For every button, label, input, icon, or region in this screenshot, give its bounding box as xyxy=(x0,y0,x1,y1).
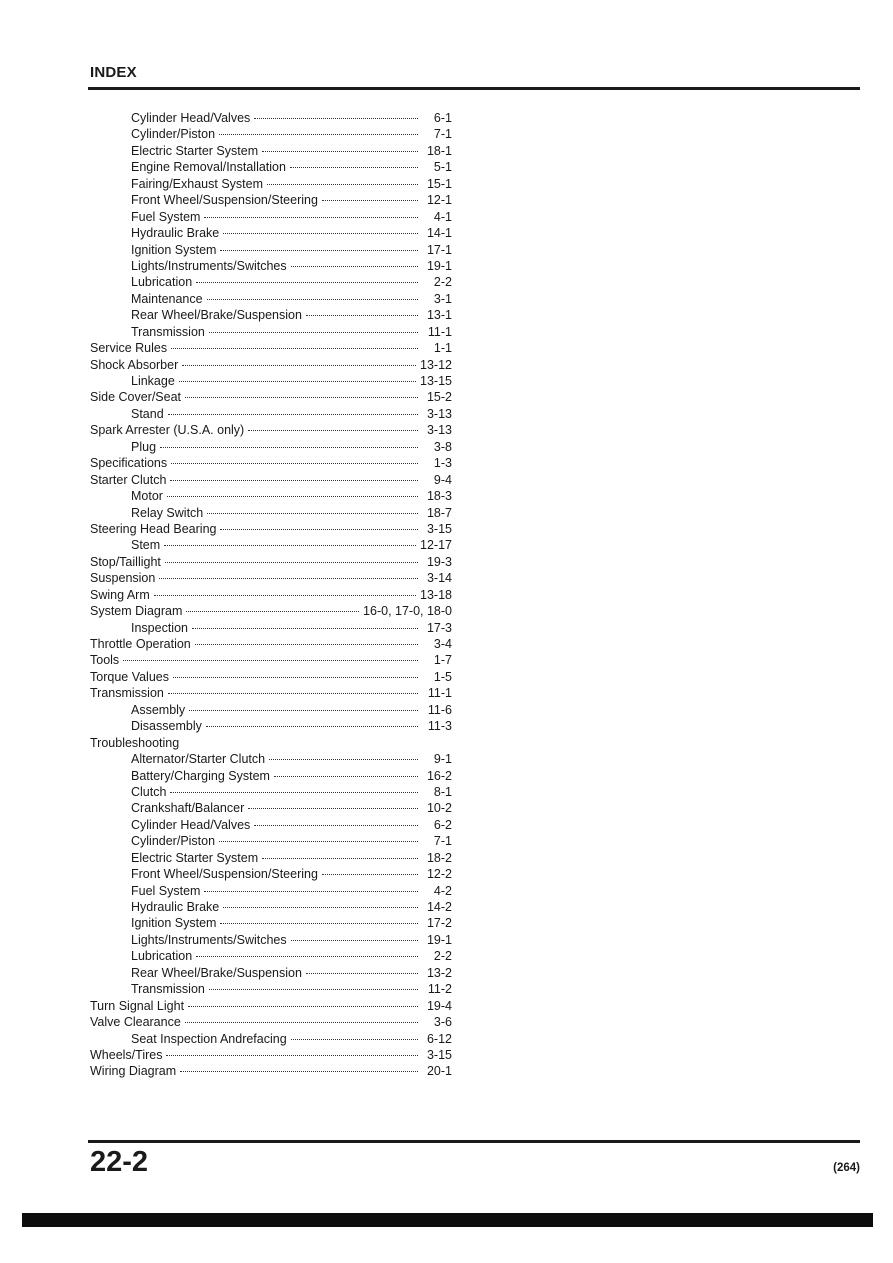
entry-page: 14-2 xyxy=(426,900,452,914)
entry-page: 3-4 xyxy=(433,637,452,651)
entry-label: Transmission xyxy=(131,324,205,339)
entry-page: 17-2 xyxy=(426,916,452,931)
entry-page: 12-17 xyxy=(420,538,452,553)
dot-leader xyxy=(204,217,418,218)
entry-page: 18-2 xyxy=(426,850,452,865)
entry-page: 4-1 xyxy=(433,209,452,224)
dot-leader xyxy=(167,496,418,497)
index-entry xyxy=(90,340,452,356)
entry-page: 10-2 xyxy=(426,801,452,816)
index-entry xyxy=(90,981,452,997)
entry-page: 8-1 xyxy=(433,784,452,799)
entry-page: 2-2 xyxy=(433,949,452,964)
entry-label: Tools xyxy=(90,653,120,668)
index-entry xyxy=(90,751,452,767)
entry-label: System Diagram xyxy=(90,604,183,619)
index-entry xyxy=(90,242,452,258)
index-entry xyxy=(90,915,452,931)
entry-label: Electric Starter System xyxy=(131,850,259,865)
entry-label: Linkage xyxy=(131,374,175,388)
dot-leader xyxy=(207,513,418,514)
index-entry xyxy=(90,225,452,241)
entry-page: 18-1 xyxy=(426,143,452,158)
dot-leader xyxy=(182,365,416,366)
entry-page: 13-12 xyxy=(420,357,452,372)
entry-page: 16-0, 17-0, 18-0 xyxy=(363,604,452,619)
entry-label: Crankshaft/Balancer xyxy=(131,801,245,816)
entry-page: 6-12 xyxy=(426,1031,452,1046)
dot-leader xyxy=(306,315,418,316)
index-entry xyxy=(90,685,452,701)
index-entry xyxy=(90,258,452,274)
index-entry xyxy=(90,488,452,504)
entry-label: Engine Removal/Installation xyxy=(131,160,286,175)
index-entry xyxy=(90,554,452,570)
dot-leader xyxy=(254,825,418,826)
dot-leader xyxy=(291,1039,418,1040)
index-entry xyxy=(90,1031,452,1047)
dot-leader xyxy=(306,973,418,974)
entry-label: Lights/Instruments/Switches xyxy=(131,932,287,947)
dot-leader xyxy=(267,184,418,185)
dot-leader xyxy=(154,595,416,596)
entry-page: 3-1 xyxy=(433,291,452,306)
dot-leader xyxy=(168,414,418,415)
index-entry xyxy=(90,159,452,175)
entry-page: 18-7 xyxy=(426,505,452,520)
entry-label: Battery/Charging System xyxy=(131,768,270,783)
entry-page: 3-15 xyxy=(426,1047,452,1062)
dot-leader xyxy=(180,1071,418,1072)
index-entry xyxy=(90,439,452,455)
index-entry xyxy=(90,652,452,668)
entry-label: Transmission xyxy=(131,982,205,997)
entry-label: Front Wheel/Suspension/Steering xyxy=(131,193,318,208)
entry-page: 3-8 xyxy=(433,439,452,454)
entry-page: 7-1 xyxy=(433,127,452,142)
entry-label: Cylinder/Piston xyxy=(131,127,216,142)
entry-label: Plug xyxy=(131,439,157,454)
entry-page: 9-1 xyxy=(433,752,452,767)
index-entry xyxy=(90,883,452,899)
index-entry xyxy=(90,768,452,784)
index-entry xyxy=(90,735,452,751)
entry-page: 5-1 xyxy=(433,160,452,175)
index-entry xyxy=(90,274,452,290)
dot-leader xyxy=(165,562,418,563)
entry-label: Steering Head Bearing xyxy=(90,521,217,536)
dot-leader xyxy=(219,841,418,842)
entry-label: Cylinder/Piston xyxy=(131,834,216,849)
entry-page: 12-1 xyxy=(426,193,452,208)
entry-page: 20-1 xyxy=(426,1064,452,1079)
entry-label: Ignition System xyxy=(131,916,217,931)
index-entry xyxy=(90,965,452,981)
entry-page: 1-3 xyxy=(433,456,452,471)
entry-label: Rear Wheel/Brake/Suspension xyxy=(131,965,302,980)
dot-leader xyxy=(209,332,418,333)
index-entry xyxy=(90,472,452,488)
index-entry xyxy=(90,455,452,471)
index-entry xyxy=(90,1014,452,1030)
entry-label: Inspection xyxy=(131,620,188,635)
entry-label: Side Cover/Seat xyxy=(90,390,182,405)
dot-leader xyxy=(254,118,418,119)
entry-label: Seat Inspection Andrefacing xyxy=(131,1031,287,1046)
dot-leader xyxy=(173,677,418,678)
entry-page: 15-2 xyxy=(426,390,452,405)
entry-label: Hydraulic Brake xyxy=(131,900,220,914)
index-entry xyxy=(90,324,452,340)
dot-leader xyxy=(179,381,416,382)
index-entry xyxy=(90,1047,452,1063)
entry-page: 17-3 xyxy=(426,620,452,635)
entry-label: Assembly xyxy=(131,702,186,717)
entry-label: Lubrication xyxy=(131,949,193,964)
index-entry xyxy=(90,800,452,816)
entry-label: Maintenance xyxy=(131,291,203,306)
entry-label: Disassembly xyxy=(131,719,202,734)
index-entry xyxy=(90,620,452,636)
index-entry xyxy=(90,833,452,849)
entry-page: 1-1 xyxy=(433,341,452,356)
dot-leader xyxy=(195,644,418,645)
index-entry xyxy=(90,192,452,208)
index-entry xyxy=(90,357,452,373)
dot-leader xyxy=(322,200,418,201)
dot-leader xyxy=(223,233,418,234)
entry-page: 11-6 xyxy=(427,702,452,717)
entry-label: Starter Clutch xyxy=(90,472,167,487)
index-entry xyxy=(90,718,452,734)
index-entry xyxy=(90,899,452,915)
dot-leader xyxy=(220,250,418,251)
dot-leader xyxy=(196,282,418,283)
entry-page: 1-7 xyxy=(433,653,452,668)
dot-leader xyxy=(262,151,418,152)
dot-leader xyxy=(164,545,416,546)
index-entry xyxy=(90,866,452,882)
header-divider xyxy=(88,87,860,90)
entry-label: Lubrication xyxy=(131,275,193,290)
dot-leader xyxy=(185,397,418,398)
dot-leader xyxy=(159,578,418,579)
entry-page: 19-1 xyxy=(426,932,452,947)
entry-label: Hydraulic Brake xyxy=(131,226,220,241)
sheet-number: (264) xyxy=(833,1162,860,1174)
entry-label: Stop/Taillight xyxy=(90,554,161,569)
index-entry xyxy=(90,209,452,225)
index-entry xyxy=(90,422,452,438)
entry-label: Fuel System xyxy=(131,209,201,224)
dot-leader xyxy=(170,480,418,481)
dot-leader xyxy=(220,923,418,924)
dot-leader xyxy=(290,167,418,168)
entry-page: 19-3 xyxy=(426,554,452,569)
index-entry xyxy=(90,373,452,389)
entry-label: Throttle Operation xyxy=(90,637,191,651)
dot-leader xyxy=(206,726,418,727)
entry-page: 19-4 xyxy=(426,998,452,1013)
dot-leader xyxy=(291,266,418,267)
entry-page: 9-4 xyxy=(433,472,452,487)
entry-label: Shock Absorber xyxy=(90,357,179,372)
dot-leader xyxy=(204,891,418,892)
index-entry xyxy=(90,126,452,142)
entry-label: Stem xyxy=(131,538,161,553)
index-entry xyxy=(90,998,452,1014)
dot-leader xyxy=(160,447,418,448)
entry-label: Wheels/Tires xyxy=(90,1047,163,1062)
entry-label: Stand xyxy=(131,406,164,421)
entry-label: Electric Starter System xyxy=(131,143,259,158)
entry-page: 11-3 xyxy=(427,719,452,734)
index-entry xyxy=(90,636,452,652)
entry-page: 1-5 xyxy=(433,669,452,684)
dot-leader xyxy=(248,808,418,809)
dot-leader xyxy=(196,956,418,957)
index-entry xyxy=(90,603,452,619)
entry-page: 11-2 xyxy=(427,982,452,997)
index-entry xyxy=(90,406,452,422)
index-entry xyxy=(90,570,452,586)
page-title: INDEX xyxy=(90,64,137,81)
index-entry xyxy=(90,587,452,603)
entry-label: Service Rules xyxy=(90,341,168,356)
dot-leader xyxy=(171,348,418,349)
dot-leader xyxy=(262,858,418,859)
dot-leader xyxy=(168,693,418,694)
footer-divider xyxy=(88,1140,860,1143)
index-entry xyxy=(90,307,452,323)
index-list xyxy=(90,110,452,1080)
entry-page: 18-3 xyxy=(426,489,452,504)
entry-page: 13-15 xyxy=(420,374,452,388)
entry-page: 15-1 xyxy=(426,176,452,191)
entry-page: 4-2 xyxy=(433,883,452,898)
entry-label: Motor xyxy=(131,489,163,504)
entry-page: 6-2 xyxy=(433,817,452,832)
dot-leader xyxy=(209,989,418,990)
index-entry xyxy=(90,702,452,718)
entry-label: Ignition System xyxy=(131,242,217,257)
entry-label: Clutch xyxy=(131,784,167,799)
dot-leader xyxy=(207,299,418,300)
dot-leader xyxy=(223,907,418,908)
entry-label: Rear Wheel/Brake/Suspension xyxy=(131,308,302,323)
entry-label: Front Wheel/Suspension/Steering xyxy=(131,867,318,882)
entry-page: 11-1 xyxy=(427,324,452,339)
entry-page: 13-1 xyxy=(426,308,452,323)
dot-leader xyxy=(269,759,418,760)
index-entry xyxy=(90,537,452,553)
index-entry xyxy=(90,143,452,159)
dot-leader xyxy=(166,1055,418,1056)
entry-page: 7-1 xyxy=(433,834,452,849)
entry-label: Lights/Instruments/Switches xyxy=(131,258,287,273)
index-entry xyxy=(90,948,452,964)
entry-label: Specifications xyxy=(90,456,168,471)
entry-label: Swing Arm xyxy=(90,587,150,602)
dot-leader xyxy=(220,529,418,530)
dot-leader xyxy=(192,628,418,629)
entry-page: 3-6 xyxy=(433,1015,452,1030)
entry-page: 3-14 xyxy=(426,571,452,586)
dot-leader xyxy=(219,134,418,135)
entry-label: Spark Arrester (U.S.A. only) xyxy=(90,423,245,438)
entry-page: 19-1 xyxy=(426,258,452,273)
index-entry xyxy=(90,669,452,685)
entry-label: Cylinder Head/Valves xyxy=(131,111,251,125)
entry-label: Fairing/Exhaust System xyxy=(131,176,263,191)
entry-label: Cylinder Head/Valves xyxy=(131,817,251,832)
dot-leader xyxy=(291,940,418,941)
dot-leader xyxy=(274,776,418,777)
dot-leader xyxy=(189,710,418,711)
entry-label: Valve Clearance xyxy=(90,1015,181,1030)
entry-page: 14-1 xyxy=(426,226,452,241)
index-entry xyxy=(90,389,452,405)
entry-page: 2-2 xyxy=(433,275,452,290)
entry-page: 16-2 xyxy=(426,768,452,783)
index-entry xyxy=(90,110,452,126)
entry-label: Alternator/Starter Clutch xyxy=(131,752,266,767)
entry-label: Fuel System xyxy=(131,883,201,898)
dot-leader xyxy=(186,611,359,612)
index-entry xyxy=(90,850,452,866)
entry-label: Turn Signal Light xyxy=(90,998,185,1013)
entry-page: 3-15 xyxy=(426,521,452,536)
entry-page: 3-13 xyxy=(426,406,452,421)
entry-page: 13-18 xyxy=(420,587,452,602)
entry-label: Wiring Diagram xyxy=(90,1064,177,1079)
entry-page: 6-1 xyxy=(433,111,452,125)
entry-page: 11-1 xyxy=(427,686,452,701)
entry-page: 17-1 xyxy=(426,242,452,257)
entry-page: 3-13 xyxy=(426,423,452,438)
index-entry xyxy=(90,1063,452,1079)
page-number: 22-2 xyxy=(90,1146,149,1178)
entry-page: 12-2 xyxy=(426,867,452,882)
index-entry xyxy=(90,784,452,800)
index-entry xyxy=(90,291,452,307)
entry-label: Transmission xyxy=(90,686,164,701)
entry-label: Suspension xyxy=(90,571,156,586)
entry-page: 13-2 xyxy=(426,965,452,980)
dot-leader xyxy=(188,1006,418,1007)
entry-label: Torque Values xyxy=(90,669,169,684)
entry-label: Troubleshooting xyxy=(90,735,180,750)
index-entry xyxy=(90,817,452,833)
dot-leader xyxy=(322,874,418,875)
dot-leader xyxy=(248,430,418,431)
index-entry xyxy=(90,932,452,948)
scan-edge-bar xyxy=(22,1213,873,1227)
dot-leader xyxy=(171,463,418,464)
entry-label: Relay Switch xyxy=(131,505,204,520)
dot-leader xyxy=(185,1022,418,1023)
index-entry xyxy=(90,176,452,192)
index-entry xyxy=(90,521,452,537)
dot-leader xyxy=(170,792,418,793)
dot-leader xyxy=(123,660,418,661)
index-entry xyxy=(90,505,452,521)
